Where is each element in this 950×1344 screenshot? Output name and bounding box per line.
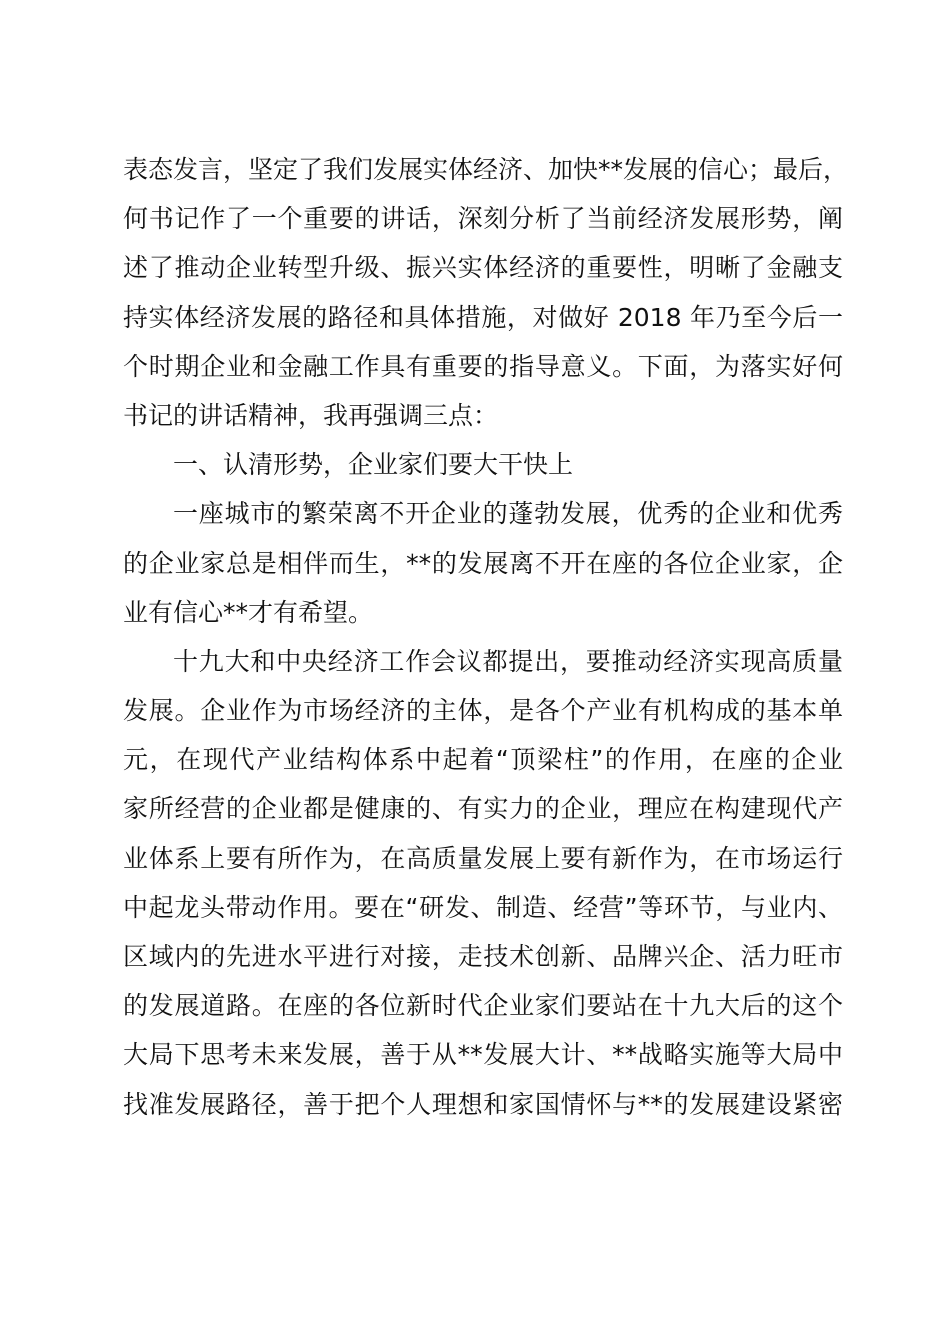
text-line: 家所经营的企业都是健康的、有实力的企业，理应在构建现代产 [123, 794, 843, 824]
text-line: 区域内的先进水平进行对接，走技术创新、品牌兴企、活力旺市 [123, 942, 843, 971]
text-line: 中起龙头带动作用。要在“研发、制造、经营”等环节，与业内、 [123, 892, 843, 922]
text-line: 业有信心**才有希望。 [123, 597, 374, 627]
text-line: 元，在现代产业结构体系中起着“顶梁柱”的作用，在座的企业 [123, 745, 843, 775]
text-line: 书记的讲话精神，我再强调三点： [123, 400, 499, 430]
text-line: 何书记作了一个重要的讲话，深刻分析了当前经济发展形势，阐 [123, 204, 843, 234]
text-line: 十九大和中央经济工作会议都提出，要推动经济实现高质量 [173, 646, 843, 676]
text-line: 一座城市的繁荣离不开企业的蓬勃发展，优秀的企业和优秀 [173, 499, 843, 529]
text-line: 的企业家总是相伴而生，**的发展离不开在座的各位企业家，企 [123, 548, 843, 578]
body-text [123, 145, 849, 1129]
text-line: 个时期企业和金融工作具有重要的指导意义。下面，为落实好何 [123, 351, 843, 381]
text-line: 业体系上要有所作为，在高质量发展上要有新作为，在市场运行 [123, 843, 843, 873]
text-line: 发展。企业作为市场经济的主体，是各个产业有机构成的基本单 [123, 696, 843, 726]
text-line: 表态发言，坚定了我们发展实体经济、加快**发展的信心；最后， [123, 155, 849, 184]
section-heading: 一、认清形势，企业家们要大干快上 [173, 450, 574, 480]
text-line: 持实体经济发展的路径和具体措施，对做好 2018 年乃至今后一 [123, 302, 843, 332]
text-line: 的发展道路。在座的各位新时代企业家们要站在十九大后的这个 [123, 991, 843, 1021]
text-line: 大局下思考未来发展，善于从**发展大计、**战略实施等大局中 [123, 1040, 843, 1070]
text-line: 述了推动企业转型升级、振兴实体经济的重要性，明晰了金融支 [123, 253, 843, 283]
text-line: 找准发展路径，善于把个人理想和家国情怀与**的发展建设紧密 [123, 1089, 843, 1119]
